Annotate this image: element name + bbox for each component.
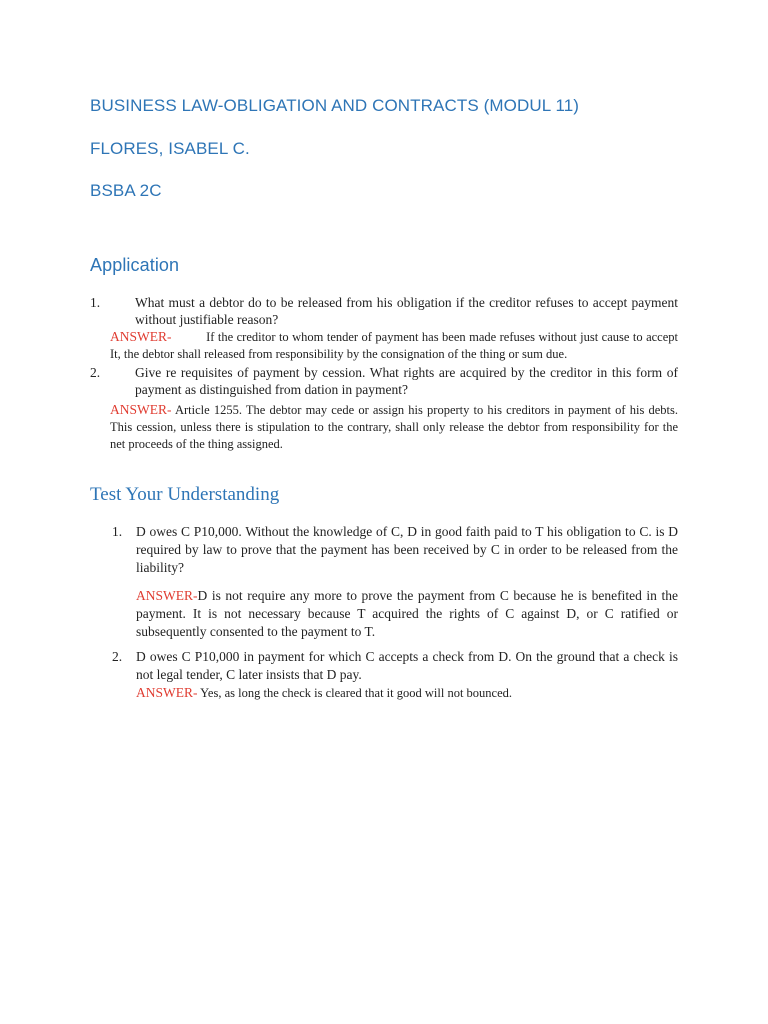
class-section: BSBA 2C <box>90 181 162 200</box>
answer-label: ANSWER- <box>136 588 198 603</box>
test-item-2 <box>112 648 678 702</box>
test-item-1 <box>112 523 678 641</box>
answer-block <box>90 401 678 453</box>
item-number: 2. <box>90 365 101 380</box>
answer-label: ANSWER- <box>136 685 198 700</box>
application-item-1 <box>90 294 678 363</box>
question-text: What must a debtor do to be released from his obligation if the creditor refuses to accept payment without justifiable reason? <box>135 295 678 327</box>
application-item-2 <box>90 364 678 453</box>
question-text: D owes C P10,000 in payment for which C accepts a check from D. On the ground that a check is not legal tender, C later insists that D pay. <box>136 649 678 682</box>
answer-label: ANSWER- <box>110 402 172 417</box>
item-number: 1. <box>112 524 123 539</box>
question-text: Give re requisites of payment by cession. What rights are acquired by the creditor in this form of payment as distinguished from dation in payment? <box>135 365 678 397</box>
item-number: 1. <box>90 295 101 310</box>
answer-text: If the creditor to whom tender of payment has been made refuses without just cause to accept It, the debtor shall released from responsibility by the consignation of the thing or sum due. <box>110 330 678 361</box>
answer-text: D is not require any more to prove the payment from C because he is benefited in the payment. It is not necessary because T acquired the rights of C against D, or C ratified or subsequently consented to the payment to T. <box>136 588 678 639</box>
answer-block <box>112 684 678 702</box>
answer-block <box>112 587 678 641</box>
application-heading: Application <box>90 255 180 275</box>
answer-block <box>90 328 678 363</box>
answer-label: ANSWER- <box>110 329 172 344</box>
question-text: D owes C P10,000. Without the knowledge of C, D in good faith paid to T his obligation to C. is D required by law to prove that the payment has been received by C in order to be released from the liability? <box>136 524 678 575</box>
answer-text: Yes, as long the check is cleared that it good will not bounced. <box>197 686 513 700</box>
answer-text: Article 1255. The debtor may cede or assign his property to his creditors in payment of his debts. This cession, unless there is stipulation to the contrary, shall only release the debtor from responsibility for the net proceeds of the thing assigned. <box>110 403 678 451</box>
item-number: 2. <box>112 649 123 664</box>
document-title: BUSINESS LAW-OBLIGATION AND CONTRACTS (MODUL 11) <box>90 96 580 115</box>
student-name: FLORES, ISABEL C. <box>90 139 250 158</box>
test-heading: Test Your Understanding <box>90 484 280 505</box>
